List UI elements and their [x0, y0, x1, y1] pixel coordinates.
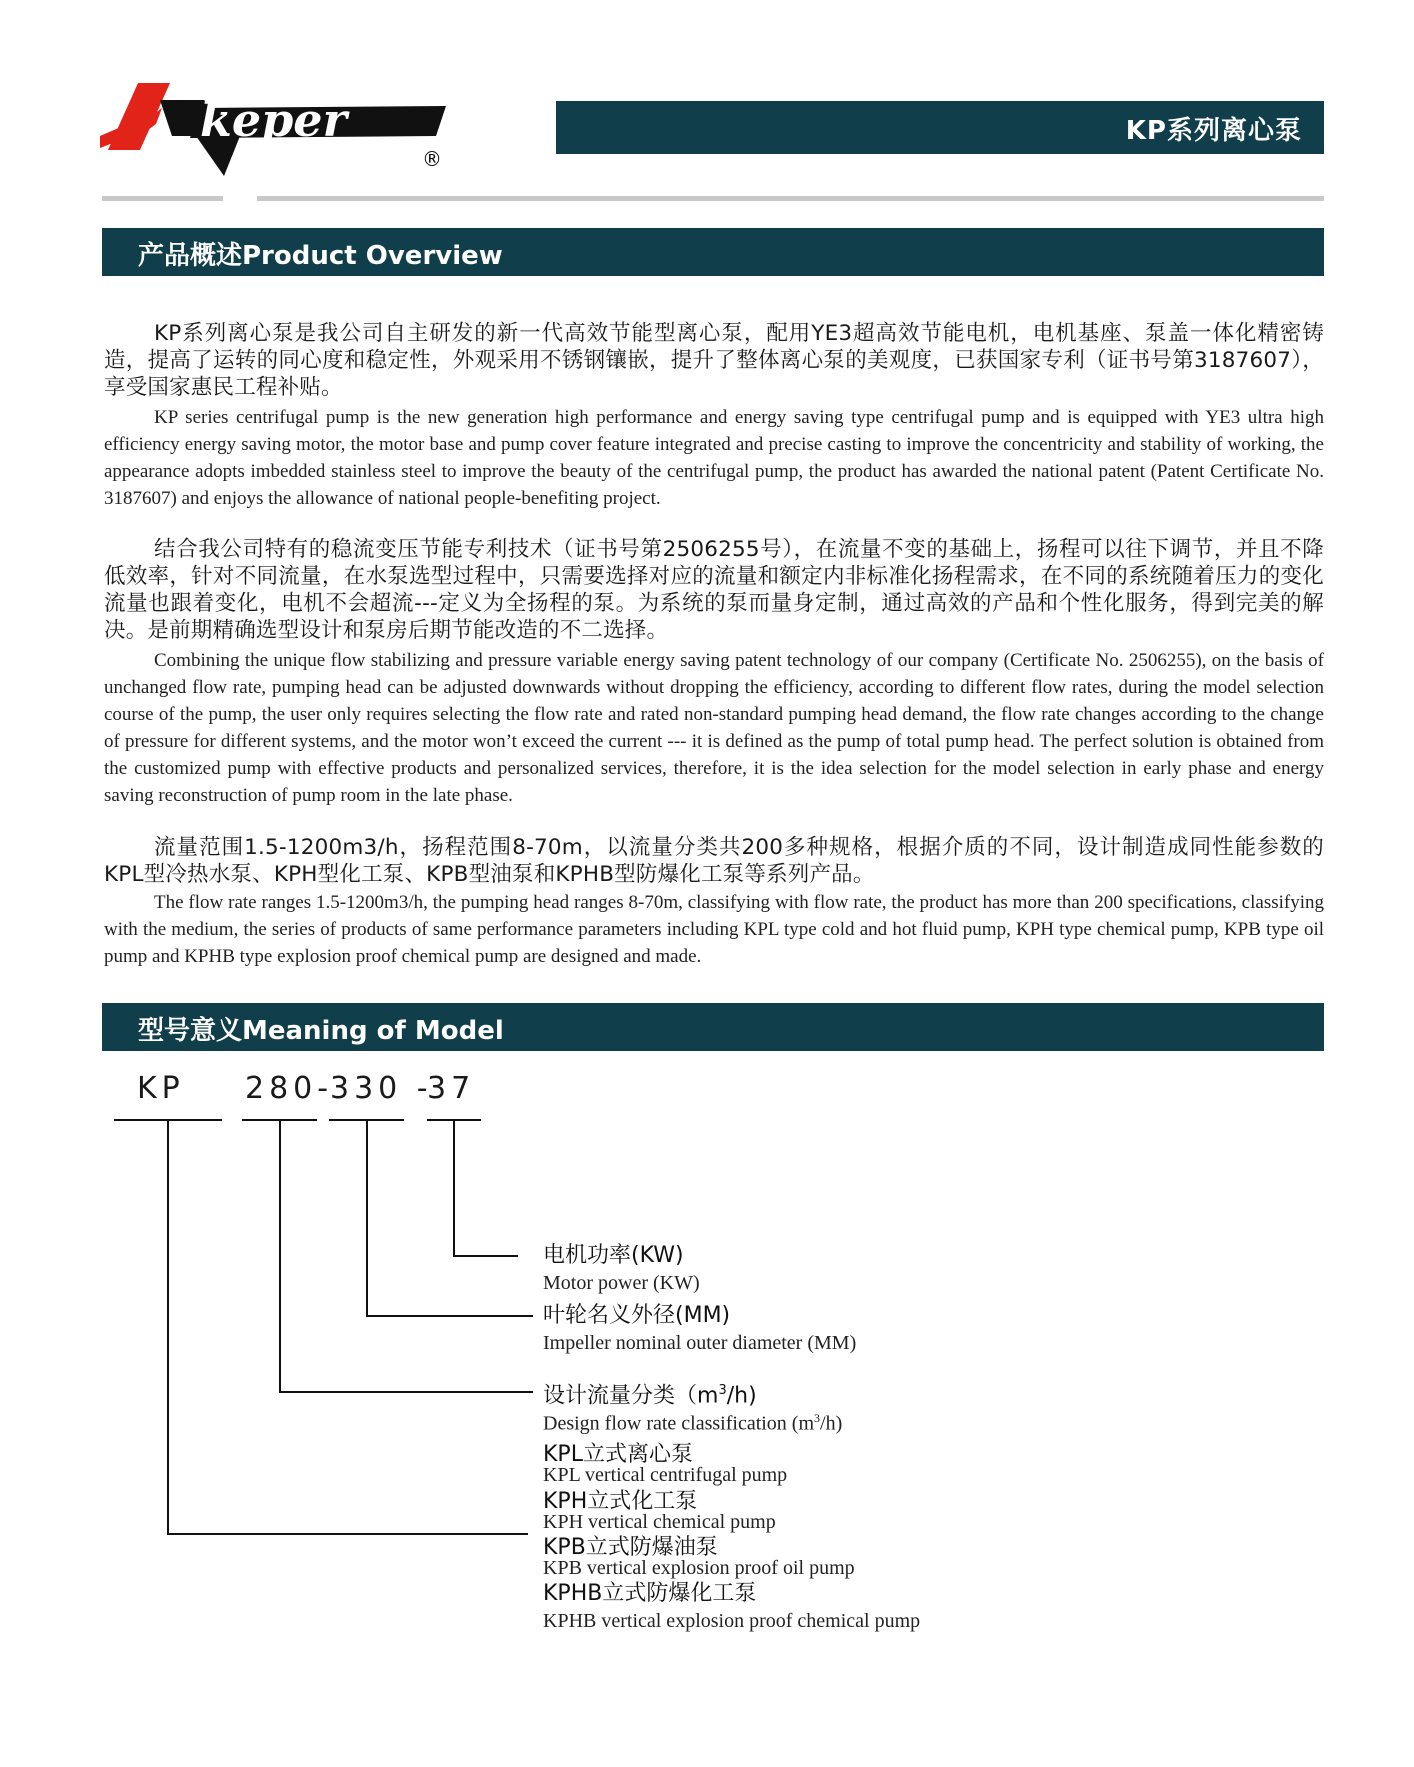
overview-paragraph-1-en: KP series centrifugal pump is the new generation high performance and energy saving type centrifugal pump and is equipped with YE3 ultra high efficiency energy saving motor, the motor base and pump cover feature integrated and precise casting to improve the concentricity and stability of working, the appearance adopts imbedded stainless steel to improve the beauty of the centrifugal pump, the product has awarded the national patent (Patent Certificate No. 3187607) and enjoys the allowance of national people-benefiting project. [104, 407, 1324, 509]
impeller-label-en: Impeller nominal outer diameter (MM) [543, 1332, 857, 1354]
flow-en-prefix: Design flow rate classification (m [543, 1412, 815, 1435]
flow-en-suffix: /h) [820, 1412, 843, 1435]
flow-zh-prefix: 设计流量分类（m [543, 1383, 719, 1409]
registered-mark: ® [422, 147, 442, 171]
model-heading: 型号意义Meaning of Model [138, 1016, 504, 1046]
motor-power-label-zh: 电机功率(KW) [543, 1243, 684, 1268]
leader-type [168, 1120, 528, 1534]
type-kpl-en: KPL vertical centrifugal pump [543, 1464, 788, 1486]
model-code-kp: KP [137, 1071, 185, 1106]
flow-zh-sup: 3 [718, 1383, 727, 1398]
flow-en-sup: 3 [814, 1411, 821, 1425]
overview-paragraph-2-en: Combining the unique flow stabilizing and pressure variable energy saving patent technology of our company (Certificate No. 2506255), on the basis of unchanged flow rate, pumping head can be adjusted downwards without dropping the efficiency, according to different flow rates, during the model selection course of the pump, the user only requires selecting the flow rate and rated non-standard pumping head demand, the flow rate changes according to the change of pressure for different systems, and the motor won’t exceed the current --- it is defined as the pump of total pump head. The perfect solution is obtained from the customized pump with effective products and personalized services, therefore, it is the idea selection for the model selection in early phase and energy saving reconstruction of pump room in the late phase. [104, 650, 1324, 806]
leader-motor [454, 1120, 518, 1256]
flow-zh-suffix: /h) [726, 1383, 757, 1409]
type-kphb-en: KPHB vertical explosion proof chemical pump [543, 1610, 921, 1632]
type-kpb-zh: KPB立式防爆油泵 [543, 1535, 718, 1560]
type-kph-en: KPH vertical chemical pump [543, 1511, 776, 1533]
header-title: KP系列离心泵 [1125, 116, 1302, 146]
header-rule-right [257, 196, 1324, 201]
flow-class-label-en [543, 1407, 842, 1435]
flow-class-label-zh [543, 1378, 757, 1409]
header-rule-left [102, 196, 223, 201]
model-bracket-diagram [0, 1100, 1414, 1560]
model-section-bar [102, 1003, 1324, 1051]
leader-impeller [367, 1120, 533, 1316]
type-kpb-en: KPB vertical explosion proof oil pump [543, 1557, 855, 1579]
overview-paragraph-3-zh: 流量范围1.5-1200m3/h，扬程范围8-70m，以流量分类共200多种规格，根据介质的不同，设计制造成同性能参数的KPL型冷热水泵、KPH型化工泵、KPB型油泵和KPHB型防爆化工泵等系列产品。 [104, 835, 1324, 887]
model-code-power: 37 [427, 1071, 476, 1106]
overview-paragraph-1-zh: KP系列离心泵是我公司自主研发的新一代高效节能型离心泵，配用YE3超高效节能电机，电机基座、泵盖一体化精密铸造，提高了运转的同心度和稳定性，外观采用不锈钢镶嵌，提升了整体离心泵的美观度，已获国家专利（证书号第3187607），享受国家惠民工程补贴。 [104, 321, 1324, 400]
impeller-label-zh: 叶轮名义外径(MM) [543, 1303, 731, 1328]
logo-wordmark: keper [200, 93, 347, 147]
type-kphb-zh: KPHB立式防爆化工泵 [543, 1581, 757, 1606]
overview-section-bar [102, 228, 1324, 276]
keper-logo [100, 78, 450, 178]
header-bar [556, 101, 1324, 154]
overview-heading: 产品概述Product Overview [138, 241, 503, 271]
type-kph-zh: KPH立式化工泵 [543, 1489, 698, 1514]
overview-paragraph-3-en: The flow rate ranges 1.5-1200m3/h, the pumping head ranges 8-70m, classifying with flow rate, the product has more than 200 specifications, classifying with the medium, the series of products of same performance parameters including KPL type cold and hot fluid pump, KPH type chemical pump, KPB type oil pump and KPHB type explosion proof chemical pump are designed and made. [104, 892, 1324, 967]
model-code-impeller: 330 - [330, 1071, 433, 1106]
type-kpl-zh: KPL立式离心泵 [543, 1442, 693, 1467]
motor-power-label-en: Motor power (KW) [543, 1272, 700, 1294]
overview-paragraph-2-zh: 结合我公司特有的稳流变压节能专利技术（证书号第2506255号），在流量不变的基础上，扬程可以往下调节，并且不降低效率，针对不同流量，在水泵选型过程中，只需要选择对应的流量和额定内非标准化扬程需求，在不同的系统随着压力的变化流量也跟着变化，电机不会超流---定义为全扬程的泵。为系统的泵而量身定制，通过高效的产品和个性化服务，得到完美的解决。是前期精确选型设计和泵房后期节能改造的不二选择。 [104, 537, 1324, 643]
model-code-flow: 280- [245, 1071, 334, 1106]
